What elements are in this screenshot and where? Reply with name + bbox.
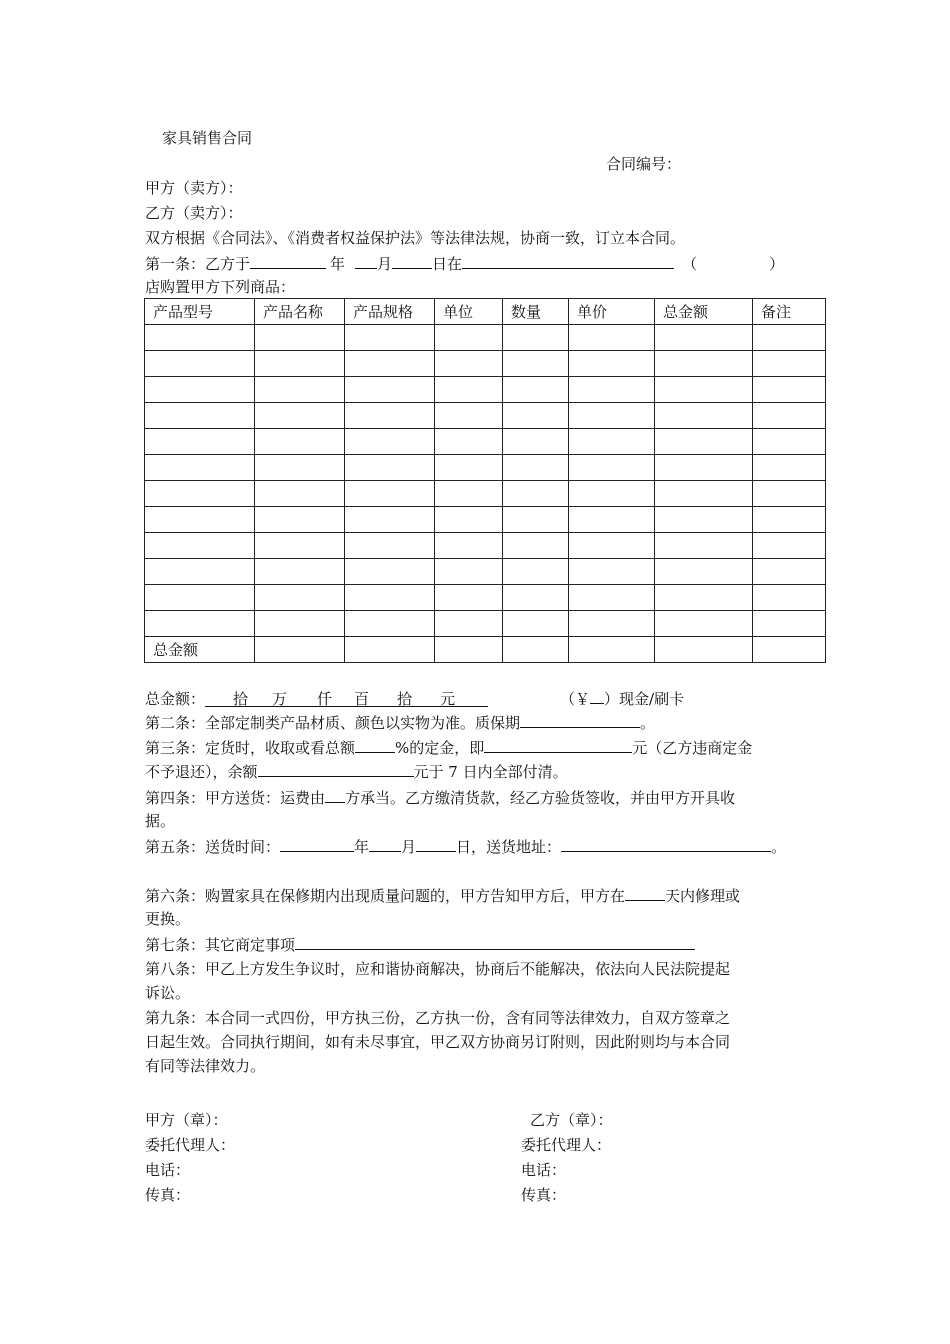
paren-close: ） [769, 255, 785, 273]
article-2-end: 。 [640, 714, 656, 732]
goods-table [144, 298, 826, 663]
article-2-text: 第二条：全部定制类产品材质、颜色以实物为准。质保期 [145, 714, 521, 732]
unit-shi: 拾 [233, 690, 249, 708]
table-cell[interactable] [255, 455, 345, 481]
header-spec: 产品规格 [345, 299, 435, 325]
table-cell[interactable] [753, 403, 826, 429]
article-3-a: 第三条：定货时，收取或看总额 [145, 739, 356, 757]
table-cell[interactable] [435, 429, 503, 455]
table-cell[interactable] [569, 507, 655, 533]
article-9-line3: 有同等法律效力。 [145, 1057, 266, 1075]
currency-open: （￥ [560, 690, 591, 708]
delivery-year-label: 年 [354, 838, 370, 856]
table-cell[interactable] [569, 481, 655, 507]
unit-qian: 仟 [317, 690, 333, 708]
table-cell[interactable] [345, 507, 435, 533]
party-b-label: 乙方（卖方）： [145, 204, 243, 222]
currency-blank[interactable] [590, 687, 604, 704]
table-cell[interactable] [255, 507, 345, 533]
table-cell[interactable] [345, 429, 435, 455]
table-total-row [145, 637, 826, 663]
article-7 [145, 933, 695, 956]
table-cell[interactable] [655, 403, 753, 429]
party-a-label: 甲方（卖方）： [145, 179, 243, 197]
table-cell[interactable] [569, 377, 655, 403]
table-cell[interactable] [569, 455, 655, 481]
warranty-blank[interactable] [520, 711, 640, 728]
total-row-label: 总金额 [145, 637, 255, 663]
year-label: 年 [330, 255, 346, 273]
table-cell[interactable] [145, 455, 255, 481]
delivery-day-blank[interactable] [416, 835, 456, 852]
table-cell[interactable] [569, 325, 655, 351]
table-cell[interactable] [345, 325, 435, 351]
table-cell[interactable] [435, 325, 503, 351]
delivery-address-blank[interactable] [561, 835, 771, 852]
header-quantity: 数量 [503, 299, 569, 325]
table-row [145, 455, 826, 481]
table-cell[interactable] [255, 351, 345, 377]
table-cell[interactable] [345, 377, 435, 403]
day-blank[interactable] [392, 252, 432, 269]
table-row [145, 559, 826, 585]
header-name: 产品名称 [255, 299, 345, 325]
article-6 [145, 884, 740, 907]
article-8-line1: 第八条：甲乙上方发生争议时，应和谐协商解决，协商后不能解决，依法向人民法院提起 [145, 960, 731, 978]
table-cell[interactable] [655, 429, 753, 455]
table-cell[interactable] [503, 585, 569, 611]
table-cell[interactable] [503, 637, 569, 663]
unit-yuan: 元 [440, 690, 456, 708]
table-cell[interactable] [655, 507, 753, 533]
table-row [145, 585, 826, 611]
delivery-month-blank[interactable] [369, 835, 401, 852]
article-5-end: 。 [771, 838, 787, 856]
article-9-line2: 日起生效。合同执行期间，如有未尽事宜，甲乙双方协商另订附则，因此附则均与本合同 [145, 1033, 731, 1051]
party-b-fax: 传真： [521, 1186, 567, 1204]
article-9-line1: 第九条：本合同一式四份，甲方执三份，乙方执一份，含有同等法律效力，自双方签章之 [145, 1009, 731, 1027]
table-cell[interactable] [753, 455, 826, 481]
table-row [145, 325, 826, 351]
header-unit: 单位 [435, 299, 503, 325]
paren-open: （ [682, 255, 698, 273]
repair-days-blank[interactable] [625, 884, 665, 901]
article-4 [145, 786, 735, 809]
table-cell[interactable] [503, 611, 569, 637]
table-cell[interactable] [753, 377, 826, 403]
table-cell[interactable] [255, 481, 345, 507]
table-cell[interactable] [503, 429, 569, 455]
table-cell[interactable] [435, 403, 503, 429]
total-amount-line [145, 687, 684, 710]
table-cell[interactable] [435, 481, 503, 507]
table-cell[interactable] [145, 611, 255, 637]
table-cell[interactable] [569, 585, 655, 611]
table-cell[interactable] [255, 637, 345, 663]
contract-number-label: 合同编号： [606, 155, 682, 173]
table-row [145, 507, 826, 533]
table-row [145, 481, 826, 507]
table-cell[interactable] [655, 481, 753, 507]
table-cell[interactable] [569, 403, 655, 429]
unit-wan: 万 [272, 690, 288, 708]
table-cell[interactable] [435, 507, 503, 533]
table-cell[interactable] [569, 351, 655, 377]
delivery-year-blank[interactable] [280, 835, 354, 852]
amount-in-words[interactable] [205, 688, 488, 707]
deposit-percent-blank[interactable] [355, 736, 395, 753]
article-5-a: 第五条：送货时间： [145, 838, 281, 856]
table-cell[interactable] [435, 611, 503, 637]
table-cell[interactable] [753, 559, 826, 585]
header-remarks: 备注 [753, 299, 826, 325]
table-cell[interactable] [345, 637, 435, 663]
article-3 [145, 736, 752, 759]
header-model: 产品型号 [145, 299, 255, 325]
table-row [145, 533, 826, 559]
table-cell[interactable] [753, 585, 826, 611]
table-cell[interactable] [503, 377, 569, 403]
article-3-d: 不予退还），余额 [145, 763, 258, 781]
table-cell[interactable] [503, 533, 569, 559]
unit-bai: 百 [354, 690, 370, 708]
table-cell[interactable] [255, 533, 345, 559]
article-7-text: 第七条：其它商定事项 [145, 936, 296, 954]
table-cell[interactable] [145, 429, 255, 455]
table-cell[interactable] [255, 611, 345, 637]
table-cell[interactable] [753, 481, 826, 507]
table-cell[interactable] [255, 585, 345, 611]
table-cell[interactable] [753, 325, 826, 351]
table-row [145, 351, 826, 377]
table-cell[interactable] [655, 325, 753, 351]
table-cell[interactable] [435, 351, 503, 377]
table-cell[interactable] [435, 533, 503, 559]
total-amount-label: 总金额： [145, 690, 206, 708]
unit-shi-2: 拾 [397, 690, 413, 708]
other-matters-blank[interactable] [295, 933, 695, 950]
table-cell[interactable] [435, 559, 503, 585]
document-title: 家具销售合同 [162, 129, 253, 147]
table-cell[interactable] [503, 507, 569, 533]
party-b-phone: 电话： [521, 1161, 567, 1179]
table-cell[interactable] [345, 559, 435, 585]
table-cell[interactable] [753, 507, 826, 533]
table-cell[interactable] [503, 455, 569, 481]
table-cell[interactable] [655, 351, 753, 377]
table-cell[interactable] [753, 637, 826, 663]
table-cell[interactable] [255, 377, 345, 403]
table-cell[interactable] [345, 611, 435, 637]
table-header-row [145, 299, 826, 325]
table-cell[interactable] [569, 637, 655, 663]
table-cell[interactable] [435, 585, 503, 611]
day-label: 日在 [432, 255, 463, 273]
table-cell[interactable] [255, 403, 345, 429]
article-1-prefix: 第一条：乙方于 [145, 255, 251, 273]
table-cell[interactable] [345, 481, 435, 507]
year-blank[interactable] [250, 252, 326, 269]
article-6-b: 天内修理或 [665, 887, 741, 905]
table-cell[interactable] [345, 403, 435, 429]
table-cell[interactable] [255, 429, 345, 455]
table-cell[interactable] [145, 377, 255, 403]
article-3-c: 元（乙方违商定金 [632, 739, 753, 757]
party-a-agent: 委托代理人： [145, 1136, 236, 1154]
table-cell[interactable] [503, 559, 569, 585]
party-b-agent: 委托代理人： [521, 1136, 612, 1154]
article-6-a: 第六条：购置家具在保修期内出现质量问题的，甲方告知甲方后，甲方在 [145, 887, 626, 905]
table-cell[interactable] [145, 533, 255, 559]
table-cell[interactable] [255, 559, 345, 585]
table-cell[interactable] [345, 533, 435, 559]
article-1-line2: 店购置甲方下列商品： [145, 278, 296, 296]
deposit-amount-blank[interactable] [484, 736, 632, 753]
article-4-line2: 据。 [145, 812, 176, 830]
table-cell[interactable] [145, 585, 255, 611]
party-a-phone: 电话： [145, 1161, 191, 1179]
table-cell[interactable] [145, 559, 255, 585]
payment-method: ）现金/刷卡 [604, 690, 685, 708]
table-cell[interactable] [753, 429, 826, 455]
intro-text: 双方根据《合同法》、《消费者权益保护法》等法律法规，协商一致，订立本合同。 [145, 229, 686, 247]
table-cell[interactable] [503, 403, 569, 429]
article-8-line2: 诉讼。 [145, 984, 191, 1002]
table-cell[interactable] [569, 429, 655, 455]
store-blank[interactable] [462, 252, 674, 269]
article-1 [145, 252, 784, 275]
table-cell[interactable] [655, 455, 753, 481]
table-cell[interactable] [145, 507, 255, 533]
month-blank[interactable] [355, 252, 377, 269]
table-cell[interactable] [503, 481, 569, 507]
party-a-fax: 传真： [145, 1186, 191, 1204]
table-cell[interactable] [345, 585, 435, 611]
article-3-e: 元于 7 日内全部付清。 [413, 763, 568, 781]
table-cell[interactable] [655, 533, 753, 559]
table-cell[interactable] [655, 611, 753, 637]
table-cell[interactable] [345, 455, 435, 481]
table-cell[interactable] [255, 325, 345, 351]
table-cell[interactable] [435, 455, 503, 481]
header-total: 总金额 [655, 299, 753, 325]
delivery-day-label: 日，送货地址： [456, 838, 562, 856]
balance-blank[interactable] [258, 760, 414, 777]
table-row [145, 377, 826, 403]
table-cell[interactable] [655, 585, 753, 611]
header-unit-price: 单价 [569, 299, 655, 325]
party-a-seal: 甲方（章）： [145, 1111, 228, 1129]
table-cell[interactable] [145, 351, 255, 377]
table-cell[interactable] [655, 637, 753, 663]
table-cell[interactable] [753, 533, 826, 559]
table-cell[interactable] [345, 351, 435, 377]
table-cell[interactable] [753, 351, 826, 377]
table-cell[interactable] [503, 351, 569, 377]
article-4-a: 第四条：甲方送货：运费由 [145, 789, 326, 807]
table-cell[interactable] [569, 533, 655, 559]
table-cell[interactable] [753, 611, 826, 637]
party-b-seal: 乙方（章）： [530, 1111, 613, 1129]
table-cell[interactable] [145, 403, 255, 429]
table-row [145, 611, 826, 637]
article-2 [145, 711, 655, 734]
table-cell[interactable] [569, 611, 655, 637]
table-cell[interactable] [655, 559, 753, 585]
table-cell[interactable] [435, 377, 503, 403]
table-row [145, 403, 826, 429]
table-cell[interactable] [145, 481, 255, 507]
freight-party-blank[interactable] [325, 786, 345, 803]
table-cell[interactable] [655, 377, 753, 403]
table-row [145, 429, 826, 455]
table-cell[interactable] [145, 325, 255, 351]
table-cell[interactable] [435, 637, 503, 663]
article-3-b: %的定金，即 [395, 739, 485, 757]
article-5 [145, 835, 786, 858]
month-label: 月 [377, 255, 393, 273]
delivery-month-label: 月 [401, 838, 417, 856]
table-cell[interactable] [503, 325, 569, 351]
article-4-b: 方承当。乙方缴清货款，经乙方验货签收，并由甲方开具收 [345, 789, 736, 807]
table-cell[interactable] [569, 559, 655, 585]
article-6-line2: 更换。 [145, 910, 191, 928]
article-3-line2 [145, 760, 568, 783]
